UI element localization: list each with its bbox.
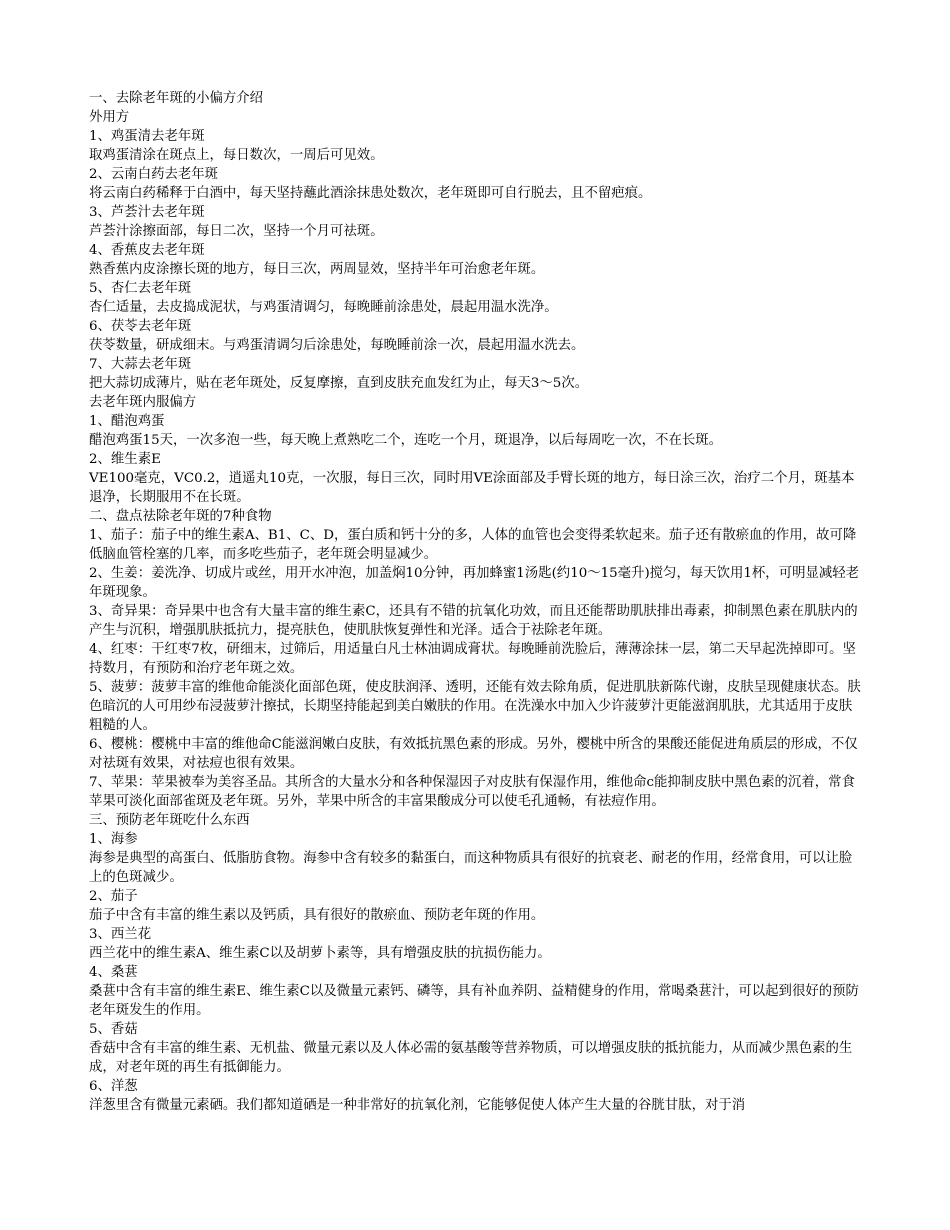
paragraph: 2、生姜：姜洗净、切成片或丝，用开水冲泡，加盖焖10分钟，再加蜂蜜1汤匙(约10～15毫升)搅匀，每天饮用1杯，可明显减轻老年斑现象。 <box>89 566 860 600</box>
paragraph: 熟香蕉内皮涂擦长斑的地方，每日三次，两周显效，坚持半年可治愈老年斑。 <box>89 262 545 277</box>
paragraph: 4、红枣：干红枣7枚，研细末，过筛后，用适量白凡士林油调成膏状。每晚睡前洗脸后，薄薄涂抹一层，第二天早起洗掉即可。坚持数月，有预防和治疗老年斑之效。 <box>89 642 856 676</box>
paragraph: VE100毫克，VC0.2，逍遥丸10克，一次服，每日三次，同时用VE涂面部及手臂长斑的地方，每日涂三次，治疗二个月，斑基本退净，长期服用不在长斑。 <box>89 471 855 505</box>
paragraph: 海参是典型的高蛋白、低脂肪食物。海参中含有较多的黏蛋白，而这种物质具有很好的抗衰老、耐老的作用，经常食用，可以让脸上的色斑减少。 <box>89 851 853 885</box>
document-page <box>89 89 861 1115</box>
section-heading-foods: 二、盘点祛除老年斑的7种食物 <box>89 509 272 524</box>
paragraph: 7、苹果：苹果被奉为美容圣品。其所含的大量水分和各种保湿因子对皮肤有保湿作用，维他命c能抑制皮肤中黑色素的沉着，常食苹果可淡化面部雀斑及老年斑。另外，苹果中所含的丰富果酸成分可以使毛孔通畅，有祛痘作用。 <box>89 775 855 809</box>
item-heading: 1、醋泡鸡蛋 <box>89 414 165 429</box>
item-heading: 1、海参 <box>89 832 138 847</box>
item-heading: 1、鸡蛋清去老年斑 <box>89 129 205 144</box>
paragraph: 杏仁适量，去皮捣成泥状，与鸡蛋清调匀，每晚睡前涂患处，晨起用温水洗净。 <box>89 300 558 315</box>
item-heading: 6、茯苓去老年斑 <box>89 319 192 334</box>
item-heading: 2、维生素E <box>89 452 161 467</box>
paragraph: 6、樱桃：樱桃中丰富的维他命C能滋润嫩白皮肤，有效抵抗黑色素的形成。另外，樱桃中所含的果酸还能促进角质层的形成，不仅对祛斑有效果，对祛痘也很有效果。 <box>89 737 858 771</box>
paragraph: 把大蒜切成薄片，贴在老年斑处，反复摩擦，直到皮肤充血发红为止，每天3～5次。 <box>89 376 589 391</box>
paragraph: 芦荟汁涂擦面部，每日二次，坚持一个月可祛斑。 <box>89 224 384 239</box>
item-heading: 6、洋葱 <box>89 1079 138 1094</box>
paragraph: 洋葱里含有微量元素硒。我们都知道硒是一种非常好的抗氧化剂，它能够促使人体产生大量的谷胱甘肽，对于消 <box>89 1098 746 1113</box>
item-heading: 3、芦荟汁去老年斑 <box>89 205 205 220</box>
paragraph: 1、茄子：茄子中的维生素A、B1、C、D，蛋白质和钙十分的多，人体的血管也会变得柔软起来。茄子还有散瘀血的作用，故可降低脑血管栓塞的几率，而多吃些茄子，老年斑会明显减少。 <box>89 528 857 562</box>
item-heading: 3、西兰花 <box>89 927 152 942</box>
item-heading: 4、香蕉皮去老年斑 <box>89 243 205 258</box>
section-heading-remedies: 一、去除老年斑的小偏方介绍 <box>89 91 264 106</box>
item-heading: 2、云南白药去老年斑 <box>89 167 219 182</box>
paragraph: 茯苓数量，研成细末。与鸡蛋清调匀后涂患处，每晚睡前涂一次，晨起用温水洗去。 <box>89 338 585 353</box>
paragraph: 茄子中含有丰富的维生素以及钙质，具有很好的散瘀血、预防老年斑的作用。 <box>89 908 545 923</box>
item-heading: 4、桑葚 <box>89 965 138 980</box>
paragraph: 取鸡蛋清涂在斑点上，每日数次，一周后可见效。 <box>89 148 384 163</box>
subheading-external: 外用方 <box>89 110 130 125</box>
paragraph: 将云南白药稀释于白酒中，每天坚持蘸此酒涂抹患处数次，老年斑即可自行脱去，且不留疤痕。 <box>89 186 652 201</box>
paragraph: 醋泡鸡蛋15天，一次多泡一些，每天晚上煮熟吃二个，连吃一个月，斑退净，以后每周吃一次，不在长斑。 <box>89 433 723 448</box>
item-heading: 5、香菇 <box>89 1022 138 1037</box>
item-heading: 7、大蒜去老年斑 <box>89 357 192 372</box>
subheading-internal: 去老年斑内服偏方 <box>89 395 197 410</box>
item-heading: 2、茄子 <box>89 889 138 904</box>
paragraph: 3、奇异果：奇异果中也含有大量丰富的维生素C，还具有不错的抗氧化功效，而且还能帮助肌肤排出毒素，抑制黑色素在肌肤内的产生与沉积，增强肌肤抵抗力，提亮肤色，使肌肤恢复弹性和光泽。适合于祛除老年斑。 <box>89 604 858 638</box>
section-heading-prevention: 三、预防老年斑吃什么东西 <box>89 813 250 828</box>
paragraph: 西兰花中的维生素A、维生素C以及胡萝卜素等，具有增强皮肤的抗损伤能力。 <box>89 946 551 961</box>
paragraph: 桑葚中含有丰富的维生素E、维生素C以及微量元素钙、磷等，具有补血养阴、益精健身的作用，常喝桑葚汁，可以起到很好的预防老年斑发生的作用。 <box>89 984 859 1018</box>
paragraph: 5、菠萝：菠萝丰富的维他命能淡化面部色斑，使皮肤润泽、透明，还能有效去除角质，促进肌肤新陈代谢，皮肤呈现健康状态。肤色暗沉的人可用纱布浸菠萝汁擦拭，长期坚持能起到美白嫩肤的作用。在洗澡水中加入少许菠萝汁更能滋润肌肤，尤其适用于皮肤粗糙的人。 <box>89 680 861 733</box>
paragraph: 香菇中含有丰富的维生素、无机盐、微量元素以及人体必需的氨基酸等营养物质，可以增强皮肤的抵抗能力，从而减少黑色素的生成，对老年斑的再生有抵御能力。 <box>89 1041 853 1075</box>
item-heading: 5、杏仁去老年斑 <box>89 281 192 296</box>
